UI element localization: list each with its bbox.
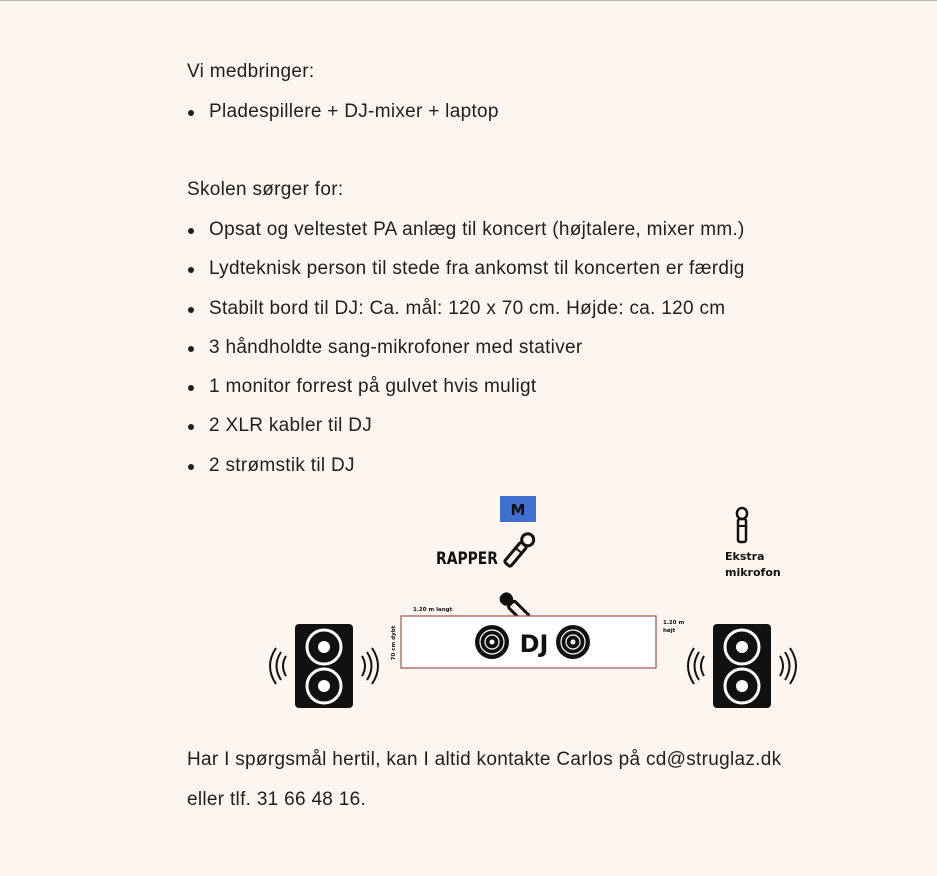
list-item: 1 monitor forrest på gulvet hvis muligt — [187, 376, 745, 415]
list-item: Lydteknisk person til stede fra ankomst til koncerten er færdig — [187, 258, 745, 297]
rapper-label: RAPPER — [436, 549, 498, 569]
speaker-right-icon — [688, 624, 796, 708]
extra-mic-label-1: Ekstra — [725, 550, 765, 563]
list-item: Pladespillere + DJ-mixer + laptop — [187, 101, 499, 140]
extra-mic-icon — [737, 508, 747, 542]
table-height-label-2: højt — [663, 628, 676, 634]
dj-label: DJ — [519, 630, 549, 658]
list-item: 2 XLR kabler til DJ — [187, 415, 745, 454]
monitor-label: M — [510, 501, 526, 519]
table-length-label: 1.20 m langt — [413, 607, 453, 613]
turntable-left-icon — [475, 625, 509, 659]
list-item: Stabilt bord til DJ: Ca. mål: 120 x 70 cm. Højde: ca. 120 cm — [187, 298, 745, 337]
brings-heading: Vi medbringer: — [187, 61, 315, 82]
school-heading: Skolen sørger for: — [187, 179, 344, 200]
rapper-mic-icon — [503, 531, 537, 568]
list-item: 2 strømstik til DJ — [187, 455, 745, 494]
table-height-label-1: 1.20 m — [663, 620, 685, 626]
list-item: Opsat og veltestet PA anlæg til koncert (højtalere, mixer mm.) — [187, 219, 745, 258]
list-item: 3 håndholdte sang-mikrofoner med stativer — [187, 337, 745, 376]
speaker-left-icon — [270, 624, 378, 708]
table-depth-label: 70 cm dybt — [391, 625, 397, 661]
contact-line-1: Har I spørgsmål hertil, kan I altid kontakte Carlos på cd@struglaz.dk — [187, 749, 782, 770]
contact-line-2: eller tlf. 31 66 48 16. — [187, 788, 367, 810]
turntable-right-icon — [556, 625, 590, 659]
extra-mic-label-2: mikrofon — [725, 566, 781, 579]
